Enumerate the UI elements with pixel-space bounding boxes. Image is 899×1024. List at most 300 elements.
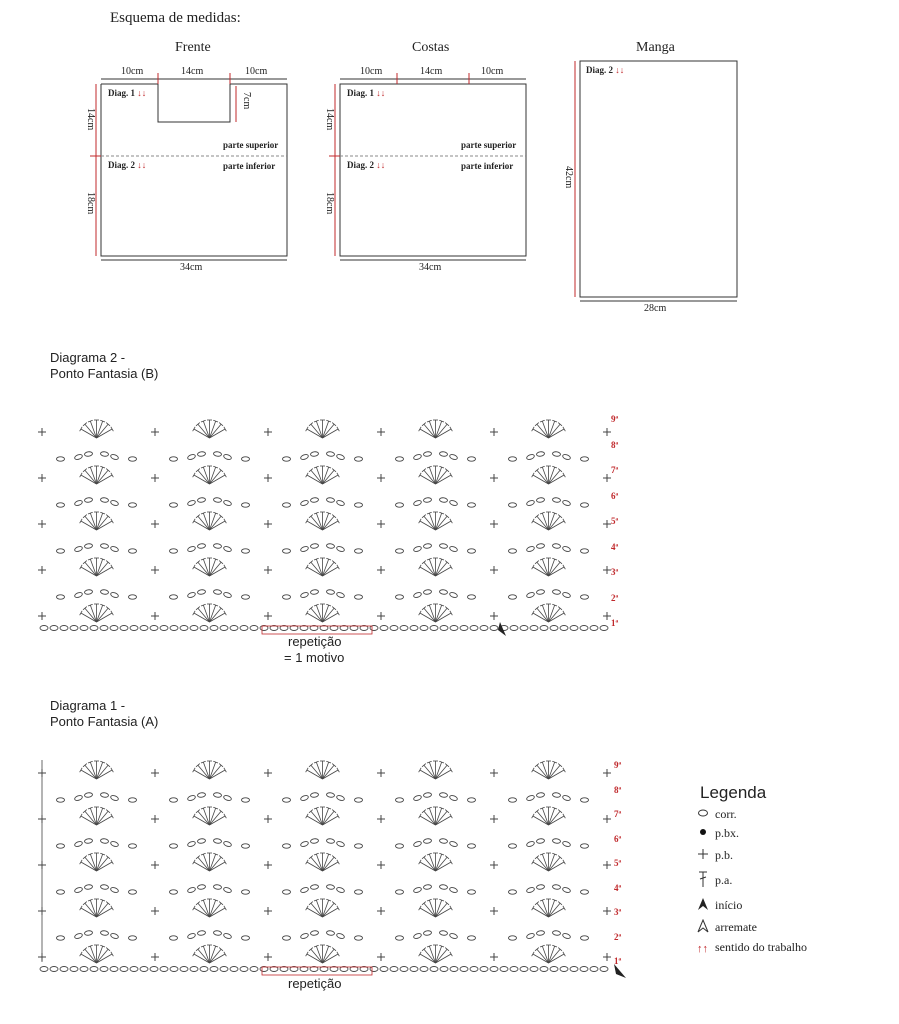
double-crochet-mark	[85, 608, 97, 622]
double-crochet-mark	[420, 862, 436, 871]
chain-oval-mark	[170, 626, 178, 631]
double-crochet-cap-mark	[450, 814, 453, 818]
chain-oval-mark	[552, 451, 561, 456]
chain-oval-mark	[581, 549, 589, 553]
legend-item	[697, 826, 739, 842]
chain-oval-mark	[170, 798, 178, 802]
double-crochet-cap-mark	[450, 565, 453, 569]
chain-oval-mark	[439, 930, 448, 935]
double-crochet-mark	[97, 467, 103, 484]
double-crochet-mark	[210, 900, 216, 917]
single-crochet-mark	[151, 428, 159, 436]
double-crochet-mark	[436, 424, 448, 438]
double-crochet-cap-mark	[450, 473, 453, 477]
chain-oval-mark	[423, 838, 432, 843]
double-crochet-mark	[549, 908, 565, 917]
chain-oval-mark	[520, 967, 528, 972]
chain-oval-mark	[90, 967, 98, 972]
double-crochet-cap-mark	[306, 519, 309, 523]
double-crochet-mark	[533, 521, 549, 530]
frente-dim-upper-height: 14cm	[85, 108, 96, 131]
double-crochet-mark	[549, 516, 561, 530]
single-crochet-mark	[264, 474, 272, 482]
single-crochet-mark	[490, 428, 498, 436]
chain-oval-mark	[413, 592, 422, 599]
single-crochet-mark	[151, 520, 159, 528]
single-crochet-mark	[38, 428, 46, 436]
chain-oval-mark	[197, 838, 206, 843]
chain-oval-mark	[120, 626, 128, 631]
double-crochet-cap-mark	[306, 860, 309, 864]
double-crochet-mark	[537, 562, 549, 576]
chain-oval-mark	[552, 792, 561, 797]
chain-oval-mark	[230, 626, 238, 631]
double-crochet-mark	[549, 862, 565, 871]
double-crochet-mark	[323, 567, 339, 576]
chain-oval-mark	[580, 967, 588, 972]
chain-oval-mark	[510, 626, 518, 631]
diagram2-repeat-label: repetição	[288, 634, 342, 649]
double-crochet-mark	[316, 559, 322, 576]
chain-oval-mark	[242, 595, 250, 599]
chain-oval-mark	[336, 454, 345, 461]
chain-oval-mark	[423, 589, 432, 594]
double-crochet-mark	[97, 513, 103, 530]
chain-oval-mark	[57, 890, 65, 894]
double-crochet-cap-mark	[337, 768, 340, 772]
diagram1-row-label: 5ª	[614, 858, 622, 868]
double-crochet-cap-mark	[80, 427, 83, 431]
legend-item	[697, 897, 742, 915]
double-crochet-mark	[424, 903, 436, 917]
chain-oval-mark	[110, 967, 118, 972]
chain-oval-mark	[129, 457, 137, 461]
single-crochet-mark	[603, 815, 611, 823]
double-crochet-mark	[194, 954, 210, 963]
frente-dim-lower-height: 18cm	[85, 192, 96, 215]
double-crochet-mark	[424, 857, 436, 871]
double-crochet-mark	[537, 608, 549, 622]
chain-oval-mark	[220, 626, 228, 631]
chain-oval-mark	[190, 626, 198, 631]
double-crochet-mark	[323, 857, 335, 871]
double-crochet-mark	[311, 470, 323, 484]
double-crochet-mark	[97, 903, 109, 917]
chain-oval-mark	[450, 626, 458, 631]
chain-oval-mark	[526, 933, 535, 940]
chain-oval-mark	[526, 454, 535, 461]
chain-oval-mark	[310, 543, 319, 548]
direction-arrows-icon: ↓↓	[376, 88, 386, 98]
chain-oval-mark	[250, 967, 258, 972]
chain-oval-mark	[380, 967, 388, 972]
double-crochet-cap-mark	[532, 565, 535, 569]
chain-oval-mark	[336, 546, 345, 553]
double-crochet-mark	[203, 854, 209, 871]
chain-oval-mark	[396, 595, 404, 599]
legend-item	[697, 919, 757, 937]
double-crochet-mark	[533, 908, 549, 917]
double-crochet-mark	[549, 903, 561, 917]
double-crochet-mark	[323, 946, 329, 963]
double-crochet-mark	[549, 808, 555, 825]
double-crochet-cap-mark	[450, 427, 453, 431]
double-crochet-mark	[316, 605, 322, 622]
single-crochet-mark	[151, 769, 159, 777]
double-crochet-mark	[90, 605, 96, 622]
chain-oval-mark	[300, 546, 309, 553]
double-crochet-mark	[90, 854, 96, 871]
double-crochet-mark	[210, 949, 222, 963]
double-crochet-mark	[81, 862, 97, 871]
diagram2-row-label: 6ª	[611, 490, 619, 501]
chain-oval-mark	[430, 967, 438, 972]
single-crochet-mark	[490, 566, 498, 574]
double-crochet-cap-mark	[193, 565, 196, 569]
chain-oval-mark	[396, 503, 404, 507]
chain-oval-mark	[170, 890, 178, 894]
costas-dim-neck-width: 14cm	[420, 66, 443, 77]
frente-lower-label: parte inferior	[223, 161, 276, 171]
double-crochet-mark	[436, 567, 452, 576]
chain-oval-mark	[468, 457, 476, 461]
chain-oval-mark	[536, 838, 545, 843]
double-crochet-mark	[429, 513, 435, 530]
double-crochet-cap-mark	[532, 427, 535, 431]
double-crochet-mark	[210, 816, 226, 825]
single-crochet-mark	[603, 953, 611, 961]
diagram1-title-line1: Diagrama 1 -	[50, 698, 126, 713]
double-crochet-cap-mark	[111, 768, 114, 772]
single-crochet-mark	[490, 815, 498, 823]
chain-oval-mark	[509, 890, 517, 894]
double-crochet-mark	[316, 513, 322, 530]
double-crochet-mark	[323, 608, 335, 622]
single-crochet-mark	[38, 566, 46, 574]
double-crochet-mark	[210, 562, 222, 576]
single-crochet-mark	[377, 474, 385, 482]
chain-oval-mark	[80, 626, 88, 631]
chain-oval-mark	[581, 890, 589, 894]
chain-oval-mark	[283, 595, 291, 599]
double-crochet-cap-mark	[80, 565, 83, 569]
double-crochet-mark	[210, 429, 226, 438]
single-crochet-plus-icon	[697, 848, 715, 864]
double-crochet-cap-mark	[80, 814, 83, 818]
double-crochet-mark	[436, 854, 442, 871]
double-crochet-mark	[210, 862, 226, 871]
double-crochet-cap-mark	[224, 906, 227, 910]
double-crochet-mark	[97, 567, 113, 576]
double-crochet-mark	[97, 421, 103, 438]
double-crochet-mark	[323, 762, 329, 779]
double-crochet-mark	[549, 605, 555, 622]
double-crochet-mark	[323, 516, 335, 530]
chain-oval-mark	[562, 933, 571, 940]
double-crochet-mark	[97, 816, 113, 825]
diagram2-row-label: 1ª	[611, 618, 619, 628]
chain-oval-mark	[562, 887, 571, 894]
direction-arrows-icon: ↓↓	[615, 65, 625, 75]
double-crochet-mark	[97, 516, 109, 530]
double-crochet-mark	[533, 475, 549, 484]
chain-oval-mark	[110, 500, 119, 507]
double-crochet-mark	[537, 765, 549, 779]
chain-oval-mark	[562, 454, 571, 461]
double-crochet-mark	[323, 770, 339, 779]
single-crochet-mark	[603, 520, 611, 528]
double-crochet-cap-mark	[193, 427, 196, 431]
single-crochet-mark	[264, 769, 272, 777]
chain-oval-mark	[562, 500, 571, 507]
double-crochet-mark	[420, 770, 436, 779]
chain-oval-mark	[74, 841, 83, 848]
chain-oval-mark	[213, 543, 222, 548]
chain-oval-mark	[509, 798, 517, 802]
double-crochet-mark	[81, 908, 97, 917]
costas-dim-right-shoulder: 10cm	[481, 66, 504, 77]
chain-oval-mark	[326, 930, 335, 935]
chain-oval-mark	[590, 626, 598, 631]
double-crochet-mark	[81, 816, 97, 825]
chain-oval-mark	[536, 497, 545, 502]
single-crochet-mark	[377, 428, 385, 436]
costas-upper-label: parte superior	[461, 140, 517, 150]
double-crochet-mark	[81, 613, 97, 622]
double-crochet-cap-mark	[80, 473, 83, 477]
double-crochet-cap-mark	[532, 611, 535, 615]
double-crochet-cap-mark	[563, 952, 566, 956]
chain-oval-mark	[223, 546, 232, 553]
double-crochet-cap-mark	[111, 860, 114, 864]
double-crochet-mark	[420, 816, 436, 825]
chain-oval-mark	[423, 451, 432, 456]
chain-oval-mark	[355, 798, 363, 802]
legend-item-label: início	[715, 897, 743, 912]
double-crochet-mark	[323, 811, 335, 825]
double-crochet-cap-mark	[337, 952, 340, 956]
chain-oval-mark	[57, 549, 65, 553]
single-crochet-mark	[151, 612, 159, 620]
legend-item-label: arremate	[715, 919, 757, 934]
double-crochet-mark	[198, 765, 210, 779]
double-crochet-cap-mark	[419, 860, 422, 864]
double-crochet-mark	[436, 562, 448, 576]
double-crochet-mark	[198, 424, 210, 438]
double-crochet-cap-mark	[306, 565, 309, 569]
double-crochet-mark	[97, 954, 113, 963]
chain-oval-mark	[390, 967, 398, 972]
chain-oval-mark	[526, 500, 535, 507]
frente-title: Frente	[175, 40, 211, 55]
chain-oval-mark	[420, 967, 428, 972]
chain-oval-mark	[300, 887, 309, 894]
double-crochet-cap-mark	[193, 473, 196, 477]
double-crochet-mark	[323, 954, 339, 963]
chain-oval-mark	[520, 626, 528, 631]
double-crochet-mark	[323, 429, 339, 438]
chain-oval-mark	[540, 626, 548, 631]
double-crochet-cap-mark	[532, 519, 535, 523]
single-crochet-mark	[38, 474, 46, 482]
chain-oval-mark	[449, 592, 458, 599]
chain-oval-mark	[562, 841, 571, 848]
chain-oval-mark	[110, 795, 119, 802]
double-crochet-mark	[436, 808, 442, 825]
double-crochet-mark	[203, 467, 209, 484]
single-crochet-mark	[264, 907, 272, 915]
single-crochet-mark	[151, 815, 159, 823]
frente-dim-width: 34cm	[180, 262, 203, 273]
legend-item-label: p.a.	[715, 872, 733, 887]
double-crochet-mark	[198, 811, 210, 825]
double-crochet-mark	[210, 421, 216, 438]
chain-oval-mark	[140, 967, 148, 972]
chain-oval-mark	[283, 936, 291, 940]
single-crochet-mark	[603, 474, 611, 482]
double-crochet-mark	[549, 429, 565, 438]
chain-oval-mark	[581, 457, 589, 461]
chain-oval-mark	[550, 967, 558, 972]
chain-oval-mark	[200, 626, 208, 631]
double-crochet-mark	[533, 954, 549, 963]
double-crochet-cap-mark	[224, 565, 227, 569]
diagram1-title-line2: Ponto Fantasia (A)	[50, 714, 159, 729]
chain-oval-mark	[197, 884, 206, 889]
double-crochet-cap-mark	[193, 611, 196, 615]
double-crochet-mark	[307, 521, 323, 530]
double-crochet-mark	[436, 429, 452, 438]
chain-oval-mark	[509, 457, 517, 461]
chain-oval-mark	[187, 841, 196, 848]
diagram1-row-label: 3ª	[614, 907, 622, 917]
double-crochet-mark	[436, 862, 452, 871]
double-crochet-mark	[97, 770, 113, 779]
double-crochet-cap-mark	[306, 427, 309, 431]
chain-oval-mark	[110, 626, 118, 631]
chain-oval-mark	[223, 454, 232, 461]
double-crochet-cap-mark	[419, 814, 422, 818]
double-crochet-mark	[429, 946, 435, 963]
chain-oval-mark	[197, 930, 206, 935]
chain-oval-mark	[509, 936, 517, 940]
double-crochet-mark	[323, 421, 329, 438]
double-crochet-mark	[420, 521, 436, 530]
chain-oval-mark	[449, 454, 458, 461]
double-crochet-mark	[436, 903, 448, 917]
double-crochet-mark	[97, 946, 103, 963]
double-crochet-cap-mark	[563, 611, 566, 615]
chain-oval-mark	[396, 798, 404, 802]
single-crochet-mark	[603, 566, 611, 574]
chain-oval-mark	[396, 890, 404, 894]
chain-oval-mark	[470, 626, 478, 631]
double-crochet-mark	[194, 613, 210, 622]
double-crochet-mark	[210, 770, 226, 779]
double-crochet-mark	[316, 467, 322, 484]
double-crochet-mark	[85, 516, 97, 530]
chain-oval-mark	[530, 967, 538, 972]
double-crochet-mark	[97, 762, 103, 779]
double-crochet-cap-mark	[306, 814, 309, 818]
double-crochet-mark	[311, 765, 323, 779]
chain-oval-mark	[450, 967, 458, 972]
double-crochet-mark	[198, 608, 210, 622]
double-crochet-mark	[436, 421, 442, 438]
double-crochet-mark	[311, 516, 323, 530]
double-crochet-mark	[307, 770, 323, 779]
double-crochet-cap-mark	[80, 768, 83, 772]
chain-oval-mark	[355, 503, 363, 507]
single-crochet-mark	[377, 612, 385, 620]
chain-oval-mark	[84, 543, 93, 548]
double-crochet-mark	[85, 470, 97, 484]
double-crochet-mark	[323, 949, 335, 963]
double-crochet-cap-mark	[337, 565, 340, 569]
chain-oval-mark	[242, 549, 250, 553]
double-crochet-mark	[316, 421, 322, 438]
costas-diag1-label: Diag. 1 ↓↓	[347, 88, 386, 98]
chain-oval-mark	[84, 930, 93, 935]
chain-oval-mark	[423, 930, 432, 935]
chain-oval-mark	[526, 546, 535, 553]
double-crochet-mark	[436, 605, 442, 622]
chain-oval-mark	[468, 549, 476, 553]
chain-oval-mark	[130, 967, 138, 972]
double-crochet-cap-mark	[193, 814, 196, 818]
direction-arrows-icon: ↓↓	[137, 160, 147, 170]
double-crochet-cap-mark	[419, 427, 422, 431]
double-crochet-mark	[90, 421, 96, 438]
double-crochet-mark	[194, 475, 210, 484]
double-crochet-mark	[429, 605, 435, 622]
chain-oval-mark	[129, 798, 137, 802]
double-crochet-mark	[198, 470, 210, 484]
double-crochet-mark	[90, 808, 96, 825]
manga-dim-length: 42cm	[563, 166, 574, 189]
single-crochet-mark	[603, 907, 611, 915]
double-crochet-cap-mark	[450, 519, 453, 523]
double-crochet-mark	[323, 903, 335, 917]
chain-oval-mark	[536, 451, 545, 456]
costas-diag2-label: Diag. 2 ↓↓	[347, 160, 386, 170]
double-crochet-cap-mark	[111, 565, 114, 569]
double-crochet-cap-mark	[111, 427, 114, 431]
diagram2-row-label: 9ª	[611, 414, 619, 424]
chain-oval-mark	[110, 592, 119, 599]
double-crochet-mark	[537, 470, 549, 484]
double-crochet-mark	[549, 900, 555, 917]
double-crochet-mark	[194, 567, 210, 576]
chain-oval-mark	[600, 967, 608, 972]
chain-oval-mark	[396, 549, 404, 553]
double-crochet-cap-mark	[224, 519, 227, 523]
double-crochet-mark	[210, 908, 226, 917]
chain-oval-mark	[300, 500, 309, 507]
chain-oval-mark	[440, 626, 448, 631]
double-crochet-cap-mark	[306, 473, 309, 477]
chain-oval-mark	[70, 626, 78, 631]
chain-oval-mark	[526, 887, 535, 894]
chain-oval-mark	[423, 884, 432, 889]
double-crochet-cap-mark	[337, 611, 340, 615]
double-crochet-mark	[424, 949, 436, 963]
chain-oval-mark	[449, 500, 458, 507]
double-crochet-mark	[420, 475, 436, 484]
double-crochet-mark	[97, 811, 109, 825]
chain-oval-mark	[460, 967, 468, 972]
chain-oval-mark	[100, 930, 109, 935]
